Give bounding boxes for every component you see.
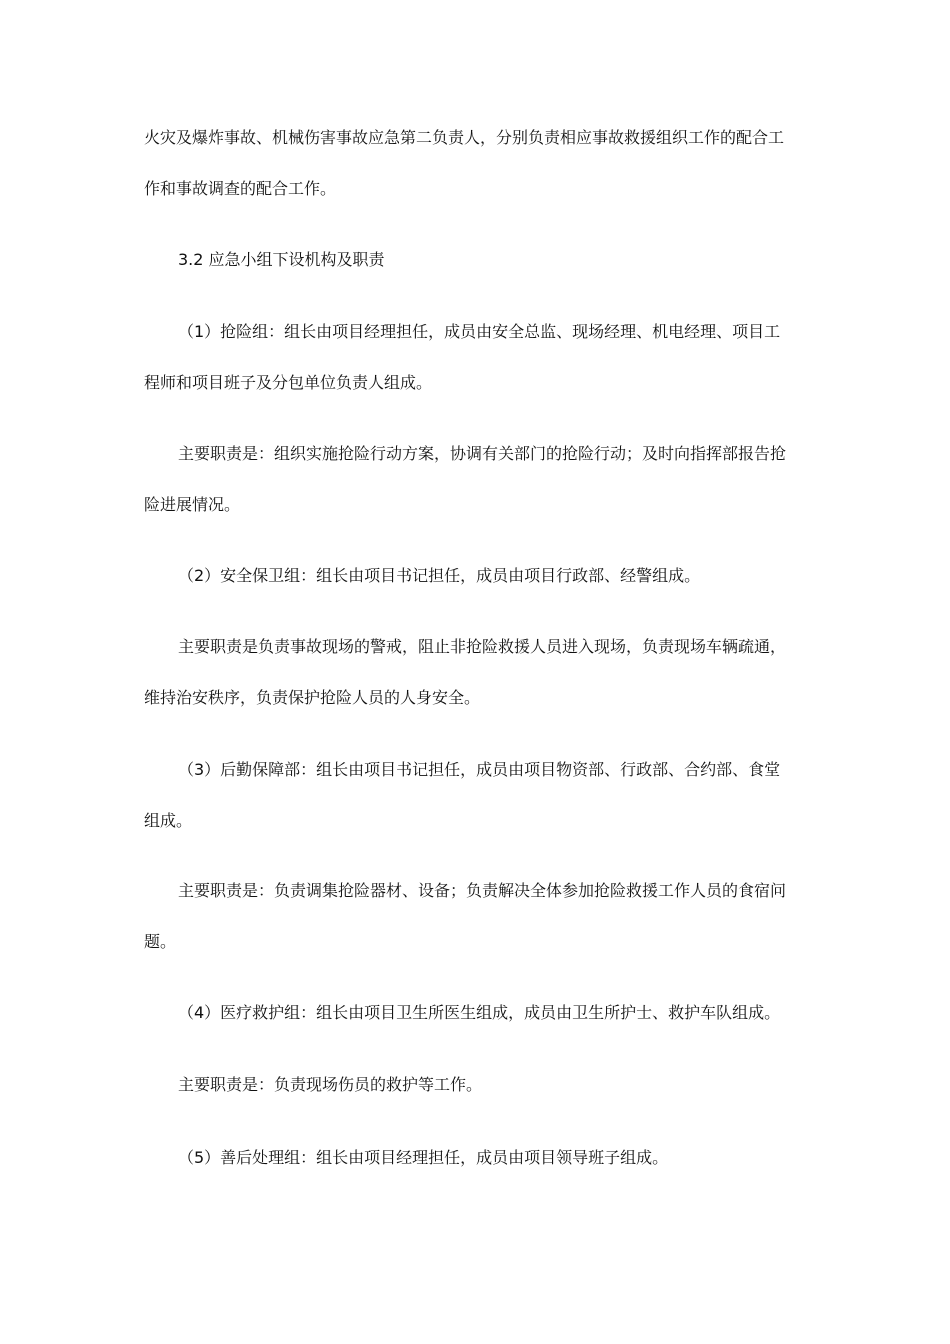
paragraph-line: （5）善后处理组：组长由项目经理担任，成员由项目领导班子组成。 <box>178 1148 669 1167</box>
paragraph-line: 险进展情况。 <box>144 495 241 514</box>
paragraph-line: 主要职责是：负责调集抢险器材、设备；负责解决全体参加抢险救援工作人员的食宿问 <box>178 881 787 900</box>
paragraph-line: 火灾及爆炸事故、机械伤害事故应急第二负责人，分别负责相应事故救援组织工作的配合工 <box>144 128 785 147</box>
paragraph-line: 程师和项目班子及分包单位负责人组成。 <box>144 373 433 392</box>
paragraph-line: 作和事故调查的配合工作。 <box>144 179 337 198</box>
paragraph-line: 主要职责是：负责现场伤员的救护等工作。 <box>178 1075 483 1094</box>
paragraph-line: 组成。 <box>144 811 193 830</box>
paragraph-line: 主要职责是负责事故现场的警戒，阻止非抢险救援人员进入现场，负责现场车辆疏通， <box>178 637 787 656</box>
paragraph-line: （4）医疗救护组：组长由项目卫生所医生组成，成员由卫生所护士、救护车队组成。 <box>178 1003 781 1022</box>
section-heading: 3.2 应急小组下设机构及职责 <box>178 250 385 269</box>
paragraph-line: （3）后勤保障部：组长由项目书记担任，成员由项目物资部、行政部、合约部、食堂 <box>178 760 781 779</box>
paragraph-line: 主要职责是：组织实施抢险行动方案，协调有关部门的抢险行动；及时向指挥部报告抢 <box>178 444 787 463</box>
paragraph-line: 题。 <box>144 932 177 951</box>
paragraph-line: （2）安全保卫组：组长由项目书记担任，成员由项目行政部、经警组成。 <box>178 566 701 585</box>
paragraph-line: （1）抢险组：组长由项目经理担任，成员由安全总监、现场经理、机电经理、项目工 <box>178 322 781 341</box>
paragraph-line: 维持治安秩序，负责保护抢险人员的人身安全。 <box>144 688 481 707</box>
